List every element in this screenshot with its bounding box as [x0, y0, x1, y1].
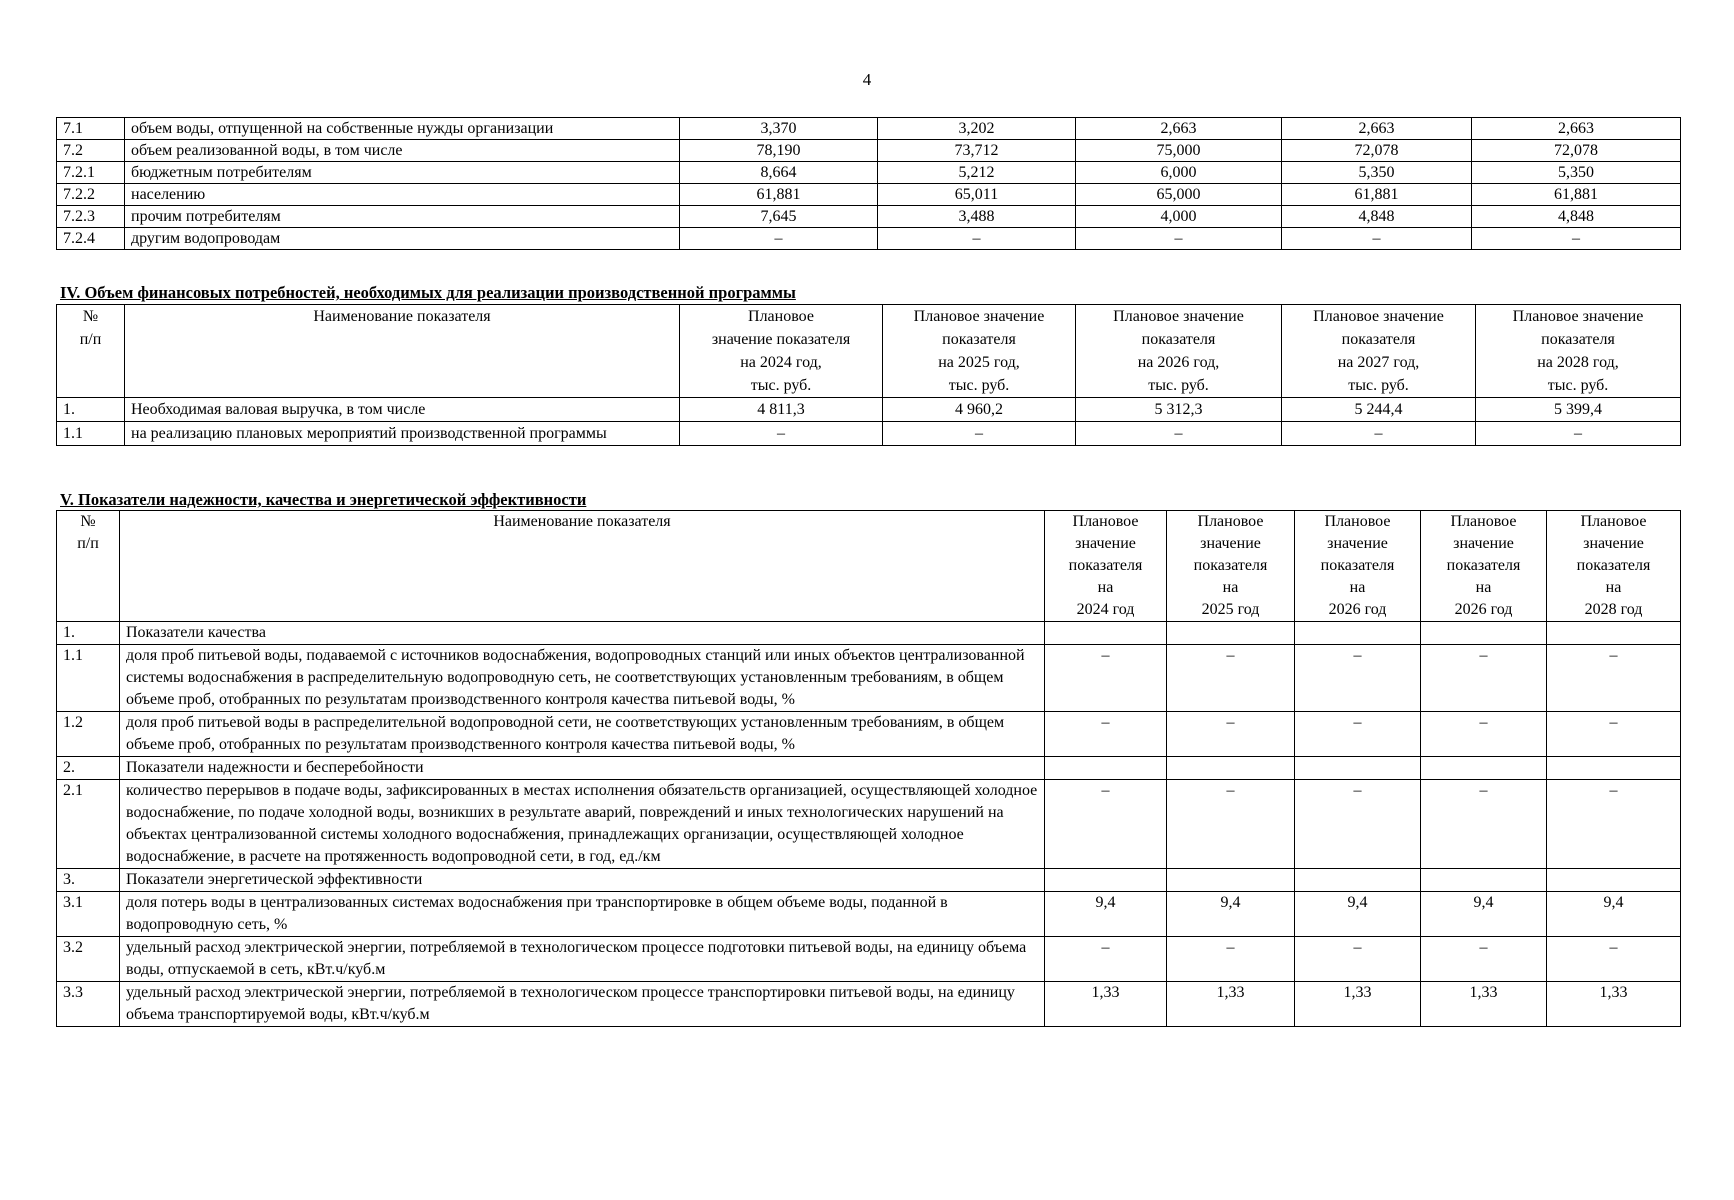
- header-col-2025: Плановое значение показателя на 2025 год: [1167, 511, 1295, 622]
- header-col-2026: Плановое значение показателя на 2026 год: [1295, 511, 1421, 622]
- row-name: Показатели энергетической эффективности: [120, 869, 1045, 892]
- row-value: 65,011: [878, 184, 1076, 206]
- row-value: –: [1045, 645, 1167, 712]
- header-col-2026: Плановое значение показателя на 2026 год, тыс. руб.: [1076, 305, 1282, 398]
- row-number: 1.2: [57, 712, 120, 757]
- page-number: 4: [862, 70, 872, 89]
- row-value: 5,350: [1282, 162, 1472, 184]
- row-value: 72,078: [1282, 140, 1472, 162]
- row-value: [1167, 757, 1295, 780]
- header-name: Наименование показателя: [120, 511, 1045, 622]
- header-num: № п/п: [57, 305, 125, 398]
- row-value: 75,000: [1076, 140, 1282, 162]
- row-value: 73,712: [878, 140, 1076, 162]
- table-row: [57, 780, 1681, 869]
- row-number: 3.3: [57, 982, 120, 1027]
- row-value: 5,212: [878, 162, 1076, 184]
- row-value: [1295, 869, 1421, 892]
- row-value: [1421, 869, 1547, 892]
- row-value: –: [1045, 780, 1167, 869]
- row-value: –: [1045, 937, 1167, 982]
- row-value: –: [1167, 645, 1295, 712]
- row-value: 1,33: [1167, 982, 1295, 1027]
- row-value: 4,000: [1076, 206, 1282, 228]
- table-row: [57, 228, 1681, 250]
- row-value: [1421, 757, 1547, 780]
- row-number: 7.2.4: [57, 228, 125, 250]
- row-number: 7.1: [57, 118, 125, 140]
- row-value: –: [680, 422, 883, 446]
- row-value: –: [1547, 937, 1681, 982]
- row-name: Необходимая валовая выручка, в том числе: [125, 398, 680, 422]
- table-row: [57, 422, 1681, 446]
- row-value: [1421, 622, 1547, 645]
- row-number: 3.2: [57, 937, 120, 982]
- table-row: [57, 645, 1681, 712]
- row-number: 1.: [57, 622, 120, 645]
- row-number: 7.2.2: [57, 184, 125, 206]
- row-name: объем воды, отпущенной на собственные нужды организации: [125, 118, 680, 140]
- financial-needs-table: [56, 304, 1681, 446]
- row-value: –: [1167, 712, 1295, 757]
- row-value: [1295, 757, 1421, 780]
- row-value: 4 811,3: [680, 398, 883, 422]
- row-value: [1167, 622, 1295, 645]
- row-value: –: [1421, 645, 1547, 712]
- row-value: 65,000: [1076, 184, 1282, 206]
- row-value: –: [1045, 712, 1167, 757]
- row-value: 61,881: [1282, 184, 1472, 206]
- row-value: [1547, 622, 1681, 645]
- table-row: [57, 937, 1681, 982]
- row-value: 5 399,4: [1476, 398, 1681, 422]
- row-value: –: [1421, 712, 1547, 757]
- row-value: [1045, 869, 1167, 892]
- row-value: 1,33: [1295, 982, 1421, 1027]
- row-number: 1.1: [57, 422, 125, 446]
- row-value: –: [1167, 937, 1295, 982]
- row-value: –: [1282, 422, 1476, 446]
- row-value: 5 244,4: [1282, 398, 1476, 422]
- row-name: объем реализованной воды, в том числе: [125, 140, 680, 162]
- row-value: –: [1295, 937, 1421, 982]
- row-value: 4 960,2: [883, 398, 1076, 422]
- header-num: № п/п: [57, 511, 120, 622]
- row-value: [1045, 757, 1167, 780]
- table-row: [57, 140, 1681, 162]
- table-row: [57, 622, 1681, 645]
- row-value: 4,848: [1472, 206, 1681, 228]
- row-name: Показатели качества: [120, 622, 1045, 645]
- row-value: 72,078: [1472, 140, 1681, 162]
- header-col-2028: Плановое значение показателя на 2028 год: [1547, 511, 1681, 622]
- header-col-2024: Плановое значение показателя на 2024 год: [1045, 511, 1167, 622]
- reliability-quality-table: [56, 510, 1681, 1027]
- water-volume-table: [56, 117, 1681, 250]
- row-value: –: [1421, 780, 1547, 869]
- table-header-row: [57, 305, 1681, 398]
- row-name: населению: [125, 184, 680, 206]
- row-value: [1167, 869, 1295, 892]
- row-value: –: [1421, 937, 1547, 982]
- row-value: 8,664: [680, 162, 878, 184]
- row-value: 9,4: [1547, 892, 1681, 937]
- row-value: 2,663: [1076, 118, 1282, 140]
- table-row: [57, 982, 1681, 1027]
- row-name: другим водопроводам: [125, 228, 680, 250]
- row-value: –: [1076, 228, 1282, 250]
- table-row: [57, 892, 1681, 937]
- row-number: 1.1: [57, 645, 120, 712]
- row-number: 7.2.1: [57, 162, 125, 184]
- row-value: 4,848: [1282, 206, 1472, 228]
- row-name: доля проб питьевой воды, подаваемой с источников водоснабжения, водопроводных станций или иных объектов централизованной системы водоснабжения в распределительную водопроводную сеть, не соответствующих установленным требованиям, в общем объеме проб, отобранных по результатам производственного контроля качества питьевой воды, %: [120, 645, 1045, 712]
- row-value: –: [680, 228, 878, 250]
- table-row: [57, 206, 1681, 228]
- row-value: 5 312,3: [1076, 398, 1282, 422]
- row-number: 2.: [57, 757, 120, 780]
- row-value: –: [1295, 645, 1421, 712]
- row-value: [1295, 622, 1421, 645]
- row-value: 7,645: [680, 206, 878, 228]
- row-value: –: [883, 422, 1076, 446]
- row-value: 6,000: [1076, 162, 1282, 184]
- row-name: количество перерывов в подаче воды, зафиксированных в местах исполнения обязательств организацией, осуществляющей холодное водоснабжение, по подаче холодной воды, возникших в результате аварий, повреждений и иных технологических нарушений на объектах централизованной системы холодного водоснабжения, принадлежащих организации, осуществляющей холодное водоснабжение, в расчете на протяженность водопроводной сети, в год, ед./км: [120, 780, 1045, 869]
- row-value: 3,202: [878, 118, 1076, 140]
- header-name: Наименование показателя: [125, 305, 680, 398]
- row-number: 3.: [57, 869, 120, 892]
- row-value: –: [878, 228, 1076, 250]
- header-col-2024: Плановое значение показателя на 2024 год, тыс. руб.: [680, 305, 883, 398]
- row-value: [1547, 869, 1681, 892]
- row-name: доля проб питьевой воды в распределительной водопроводной сети, не соответствующих установленным требованиям, в общем объеме проб, отобранных по результатам производственного контроля качества питьевой воды, %: [120, 712, 1045, 757]
- table-row: [57, 162, 1681, 184]
- row-value: 1,33: [1045, 982, 1167, 1027]
- row-value: 61,881: [680, 184, 878, 206]
- row-name: Показатели надежности и бесперебойности: [120, 757, 1045, 780]
- row-value: –: [1547, 712, 1681, 757]
- row-value: 9,4: [1295, 892, 1421, 937]
- row-value: –: [1282, 228, 1472, 250]
- row-name: удельный расход электрической энергии, потребляемой в технологическом процессе подготовки питьевой воды, на единицу объема воды, отпускаемой в сеть, кВт.ч/куб.м: [120, 937, 1045, 982]
- header-col-2028: Плановое значение показателя на 2028 год, тыс. руб.: [1476, 305, 1681, 398]
- row-value: 1,33: [1421, 982, 1547, 1027]
- row-name: прочим потребителям: [125, 206, 680, 228]
- row-name: доля потерь воды в централизованных системах водоснабжения при транспортировке в общем объеме воды, поданной в водопроводную сеть, %: [120, 892, 1045, 937]
- row-value: 9,4: [1421, 892, 1547, 937]
- row-number: 7.2: [57, 140, 125, 162]
- row-value: 9,4: [1045, 892, 1167, 937]
- row-value: 3,488: [878, 206, 1076, 228]
- row-value: 78,190: [680, 140, 878, 162]
- header-col-2026b: Плановое значение показателя на 2026 год: [1421, 511, 1547, 622]
- table-header-row: [57, 511, 1681, 622]
- row-value: –: [1547, 645, 1681, 712]
- table-row: [57, 398, 1681, 422]
- row-value: –: [1476, 422, 1681, 446]
- row-name: бюджетным потребителям: [125, 162, 680, 184]
- table-row: [57, 869, 1681, 892]
- table-row: [57, 118, 1681, 140]
- row-value: [1045, 622, 1167, 645]
- row-value: [1547, 757, 1681, 780]
- row-value: 61,881: [1472, 184, 1681, 206]
- row-number: 2.1: [57, 780, 120, 869]
- row-value: 3,370: [680, 118, 878, 140]
- row-value: 2,663: [1282, 118, 1472, 140]
- row-value: –: [1547, 780, 1681, 869]
- row-number: 3.1: [57, 892, 120, 937]
- header-col-2025: Плановое значение показателя на 2025 год, тыс. руб.: [883, 305, 1076, 398]
- header-col-2027: Плановое значение показателя на 2027 год, тыс. руб.: [1282, 305, 1476, 398]
- row-number: 1.: [57, 398, 125, 422]
- row-value: 2,663: [1472, 118, 1681, 140]
- row-value: –: [1472, 228, 1681, 250]
- row-name: на реализацию плановых мероприятий производственной программы: [125, 422, 680, 446]
- row-value: –: [1295, 780, 1421, 869]
- row-value: 9,4: [1167, 892, 1295, 937]
- table-row: [57, 712, 1681, 757]
- row-name: удельный расход электрической энергии, потребляемой в технологическом процессе транспортировки питьевой воды, на единицу объема транспортируемой воды, кВт.ч/куб.м: [120, 982, 1045, 1027]
- row-value: –: [1076, 422, 1282, 446]
- row-value: 1,33: [1547, 982, 1681, 1027]
- row-value: –: [1295, 712, 1421, 757]
- row-value: –: [1167, 780, 1295, 869]
- section-5-title: V. Показатели надежности, качества и энергетической эффективности: [60, 490, 587, 509]
- table-row: [57, 757, 1681, 780]
- row-number: 7.2.3: [57, 206, 125, 228]
- row-value: 5,350: [1472, 162, 1681, 184]
- table-row: [57, 184, 1681, 206]
- section-4-title: IV. Объем финансовых потребностей, необходимых для реализации производственной программы: [60, 283, 796, 302]
